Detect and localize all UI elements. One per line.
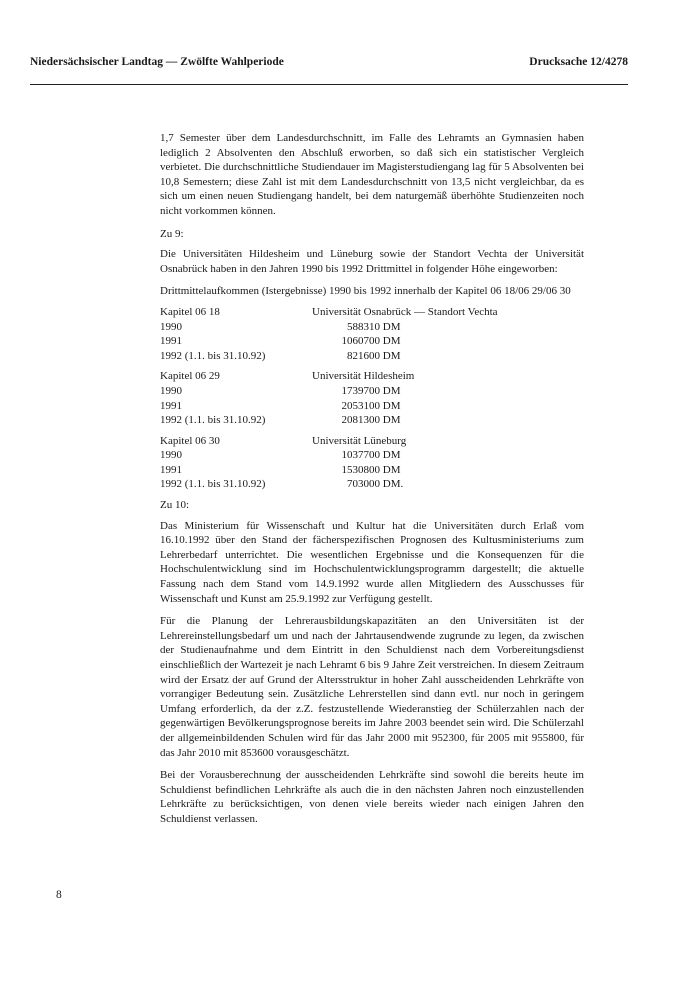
unit-cell: DM <box>382 463 401 476</box>
document-number: Drucksache 12/4278 <box>529 56 628 68</box>
header-rule <box>30 84 628 85</box>
year-cell: 1992 (1.1. bis 31.10.92) <box>160 349 266 362</box>
kapitel-label: Kapitel 06 29 <box>160 370 220 383</box>
unit-cell: DM <box>382 399 401 412</box>
kapitel-header-row <box>160 434 584 449</box>
unit-cell: DM <box>382 449 401 462</box>
table-row <box>160 349 584 364</box>
table-row <box>160 477 584 492</box>
kapitel-header-row <box>160 305 584 320</box>
year-cell: 1991 <box>160 463 182 476</box>
unit-cell: DM <box>382 335 401 348</box>
unit-cell: DM <box>382 320 401 333</box>
drittmittel-table <box>160 305 584 492</box>
paragraph-planung: Für die Planung der Lehrerausbildungskapazitäten an den Universitäten ist der Lehrereinstellungsbedarf um und nach der Jahrtausendwende zugrunde zu legen, da zwischen der Studienaufnahme und dem Eintritt in den Schuldienst nach dem Vorbereitungsdienst einschließlich der Wartezeit je nach Lehramt 6 bis 9 Jahre Zeit verstreichen. In diesem Zeitraum wird der Ersatz der auf Grund der Altersstruktur in hoher Zahl ausscheidenden Lehrkräfte von vorrangiger Bedeutung sein. Zusätzliche Lehrerstellen sind dann evtl. nur noch in geringem Umfang erforderlich, da der z.Z. festzustellende Wiederanstieg der Schülerzahlen nach der gegenwärtigen Bevölkerungsprognose bereits im Jahre 2003 beendet sein wird. Die Schülerzahl der allgemeinbildenden Schulen wird für das Jahr 2000 mit 952300, für 2005 mit 955800, für das Jahr 2010 mit 853600 vorausgeschätzt. <box>160 615 584 759</box>
amount-cell: 1037700 <box>341 449 380 462</box>
kapitel-block <box>160 305 584 363</box>
amount-cell: 2053100 <box>341 399 380 412</box>
amount-cell: 703000 <box>347 478 380 491</box>
amount-cell: 821600 <box>347 349 380 362</box>
year-cell: 1992 (1.1. bis 31.10.92) <box>160 414 266 427</box>
year-cell: 1991 <box>160 399 182 412</box>
table-row <box>160 384 584 399</box>
page-number: 8 <box>56 889 62 901</box>
table-row <box>160 399 584 414</box>
kapitel-institution: Universität Hildesheim <box>312 370 415 383</box>
kapitel-label: Kapitel 06 30 <box>160 434 220 447</box>
unit-cell: DM. <box>382 478 404 491</box>
paragraph-vorausberechnung: Bei der Vorausberechnung der ausscheidenden Lehrkräfte sind sowohl die bereits heute im Schuldienst befindlichen Lehrkräfte als auch die in den nächsten Jahren noch einzustellenden Lehrkräfte zu berücksichtigen, von denen viele bereits wieder nach einigen Jahren den Schuldienst verlassen. <box>160 769 584 825</box>
header-title: Niedersächsischer Landtag — Zwölfte Wahlperiode <box>30 56 284 68</box>
year-cell: 1990 <box>160 449 182 462</box>
amount-cell: 2081300 <box>341 414 380 427</box>
paragraph-drittmittel-intro: Die Universitäten Hildesheim und Lüneburg sowie der Standort Vechta der Universität Osnabrück haben in den Jahren 1990 bis 1992 Drittmittel in folgender Höhe eingeworben: <box>160 248 584 275</box>
table-row <box>160 463 584 478</box>
kapitel-institution: Universität Osnabrück — Standort Vechta <box>312 305 498 318</box>
paragraph-continuation: 1,7 Semester über dem Landesdurchschnitt, im Falle des Lehramts an Gymnasien haben lediglich 2 Absolventen den Abschluß erworben, so daß sich ein statistischer Vergleich verbietet. Die durchschnittliche Studiendauer im Magisterstudiengang lag für 5 Absolventen bei 10,8 Semestern; diese Zahl ist mit dem Landesdurchschnitt von 13,5 nicht vergleichbar, da es sich um einen neuen Studiengang handelt, bei dem naturgemäß überhöhte Studienzeiten noch nicht vorkommen können. <box>160 132 584 217</box>
unit-cell: DM <box>382 414 401 427</box>
amount-cell: 1739700 <box>341 384 380 397</box>
year-cell: 1991 <box>160 335 182 348</box>
document-body <box>160 131 584 835</box>
year-cell: 1990 <box>160 384 182 397</box>
kapitel-label: Kapitel 06 18 <box>160 305 220 318</box>
section-heading-zu-9: Zu 9: <box>160 227 184 240</box>
page-header <box>30 56 628 74</box>
unit-cell: DM <box>382 384 401 397</box>
paragraph-drittmittel-caption: Drittmittelaufkommen (Istergebnisse) 1990 bis 1992 innerhalb der Kapitel 06 18/06 29/06 30 <box>160 285 571 298</box>
amount-cell: 588310 <box>347 320 380 333</box>
kapitel-header-row <box>160 369 584 384</box>
table-row <box>160 334 584 349</box>
paragraph-lehrerbedarf: Das Ministerium für Wissenschaft und Kultur hat die Universitäten durch Erlaß vom 16.10.1992 über den Stand der fächerspezifischen Prognosen des Kultusministeriums zum Lehrerbedarf unterrichtet. Die wesentlichen Ergebnisse und die Konsequenzen für die Hochschulentwicklung sind im Hochschulentwicklungsprogramm dargestellt; die aktuelle Fassung nach dem Stand vom 14.9.1992 wurde allen Mitgliedern des Ausschusses für Wissenschaft und Kunst am 25.9.1992 zur Verfügung gestellt. <box>160 519 584 605</box>
kapitel-institution: Universität Lüneburg <box>312 434 407 447</box>
section-heading-zu-10: Zu 10: <box>160 499 190 512</box>
table-row <box>160 448 584 463</box>
table-row <box>160 413 584 428</box>
amount-cell: 1060700 <box>341 335 380 348</box>
year-cell: 1992 (1.1. bis 31.10.92) <box>160 478 266 491</box>
year-cell: 1990 <box>160 320 182 333</box>
amount-cell: 1530800 <box>341 463 380 476</box>
table-row <box>160 320 584 335</box>
kapitel-block <box>160 369 584 427</box>
unit-cell: DM <box>382 349 401 362</box>
kapitel-block <box>160 434 584 492</box>
